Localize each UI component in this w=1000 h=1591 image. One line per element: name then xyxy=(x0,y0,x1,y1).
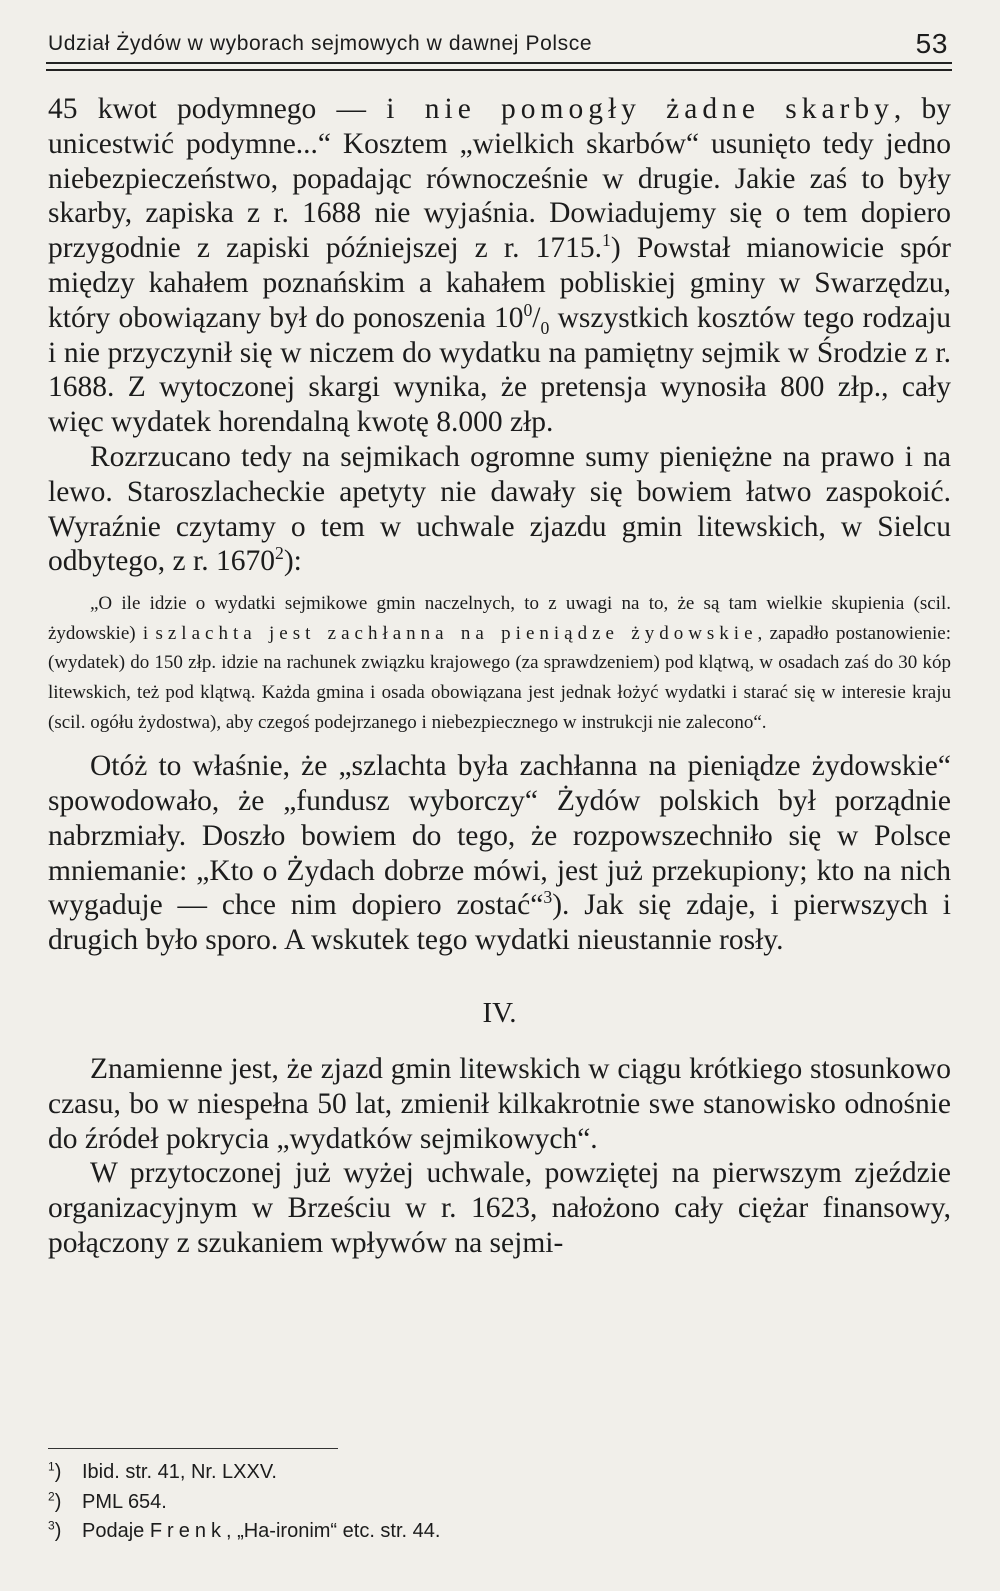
p2-text-b: ): xyxy=(283,545,302,578)
footnote-1 xyxy=(48,1458,948,1488)
quote-spaced-text: szlachta jest zachłanna na pieniądze żydowskie xyxy=(155,622,758,644)
p1-text-c: ) Powstał mianowicie spór między kahałem poznańskim a kahałem pobliskiej gminy w Swarzędzu, który obowiązany był do ponoszenia 10 xyxy=(48,232,951,334)
footnote-mark: $^1$) xyxy=(48,1459,62,1483)
p3-text-a: Otóż to właśnie, że „szlachta była zachłanna na pieniądze żydowskie“ spowodowało, że „fundusz wyborczy“ Żydów polskich był porządnie nabrzmiały. Doszło bowiem do tego, że rozpowszechniło się w Polsce mniemanie: „Kto o Żydach dobrze mówi, jest już przekupiony; kto na nich wygaduje — chce nim dopiero zostać“ xyxy=(48,750,951,922)
p2-text-a: Rozrzucano tedy na sejmikach ogromne sumy pieniężne na prawo i na lewo. Staroszlacheckie apetyty nie dawały się bowiem łatwo zaspokoić. Wyraźnie czytamy o tem w uchwale zjazdu gmin litewskich, w Sielcu odbytego, z r. 1670 xyxy=(48,440,951,578)
footnote-spaced-name: Frenk xyxy=(149,1520,226,1542)
footnote-text: Ibid. str. 41, Nr. LXXV. xyxy=(82,1461,277,1483)
footnote-2 xyxy=(48,1488,948,1518)
paragraph-5: W przytoczonej już wyżej uchwale, powziętej na pierwszym zjeździe organizacyjnym w Brześciu w r. 1623, nałożono cały ciężar finansowy, połączony z szukaniem wpływów na sejmi- xyxy=(48,1157,951,1259)
quote-text-b: , zapadło postanowienie: (wydatek) do 150 złp. idzie na rachunek związku krajowego (za sprawdzeniem) pod klątwą, w osadach zaś do 30 kóp litewskich, też pod klątwą. Każda gmina i osada obowiązana jest jednak łożyć wydatki i starać się w interesie kraju (scil. ogółu żydostwa), aby czegoś podejrzanego i niebezpiecznego w instrukcji nie zalecono“. xyxy=(48,622,952,733)
running-title: Udział Żydów w wyborach sejmowych w dawnej Polsce xyxy=(48,32,593,55)
percent-sign-bottom: 0 xyxy=(540,317,550,338)
footnote-mark: $^2$) xyxy=(48,1488,62,1513)
page-number: 53 xyxy=(915,28,948,59)
p1-spaced-text: i nie pomogły żadne skarby xyxy=(386,93,894,125)
paragraph-1 xyxy=(48,92,951,440)
percent-sign-top: 0 xyxy=(523,299,533,320)
block-quote xyxy=(48,589,951,737)
p3-text-b: ). Jak się zdaje, i pierwszych i drugich było sporo. A wskutek tego wydatki nieustannie rosły. xyxy=(48,889,951,957)
footnote-text: Podaje xyxy=(82,1520,150,1542)
footnote-text: PML 654. xyxy=(82,1490,167,1513)
footnote-rule xyxy=(48,1448,338,1449)
quote-text-a: „O ile idzie o wydatki sejmikowe gmin naczelnych, to z uwagi na to, że są tam wielkie skupienia (scil. żydowskie) i xyxy=(48,593,951,644)
header-double-rule xyxy=(46,62,952,71)
paragraph-3 xyxy=(48,749,951,958)
footnote-ref-3: 3 xyxy=(543,887,553,908)
footnote-text-tail: , „Ha-ironim“ etc. str. 44. xyxy=(225,1520,441,1542)
footnote-3 xyxy=(48,1517,948,1547)
section-heading: IV. xyxy=(482,996,517,1029)
paragraph-4: Znamienne jest, że zjazd gmin litewskich w ciągu krótkiego stosunkowo czasu, bo w niespełna 50 lat, zmienił kilkakrotnie swe stanowisko odnośnie do źródeł pokrycia „wydatków sejmikowych“. xyxy=(48,1052,951,1155)
running-header xyxy=(46,26,952,66)
p1-text-a: 45 kwot podymnego — xyxy=(48,93,387,125)
text-body xyxy=(48,92,951,1261)
footnotes xyxy=(48,1458,948,1547)
footnote-mark: $^3$) xyxy=(48,1518,62,1542)
footnote-ref-2: 2 xyxy=(274,543,284,564)
footnote-ref-1: 1 xyxy=(602,230,611,251)
p1-text-b: , by unicestwić podymne...“ Kosztem „wielkich skarbów“ usunięto tedy jedno niebezpieczeństwo, popadając równocześnie w drugie. Jakie zaś to były skarby, zapiska z r. 1688 nie wyjaśnia. Dowiadujemy się o tem dopiero przygodnie z zapiski późniejszej z r. 1715. xyxy=(48,93,952,265)
p1-text-d: wszystkich kosztów tego rodzaju i nie przyczynił się w niczem do wydatku na pamiętny sejmik w Środzie z r. 1688. Z wytoczonej skargi wynika, że pretensja wynosiła 800 złp., cały więc wydatek horendalną kwotę 8.000 złp. xyxy=(48,301,952,439)
paragraph-2 xyxy=(48,440,951,579)
percent-sign-slash: / xyxy=(532,301,541,334)
